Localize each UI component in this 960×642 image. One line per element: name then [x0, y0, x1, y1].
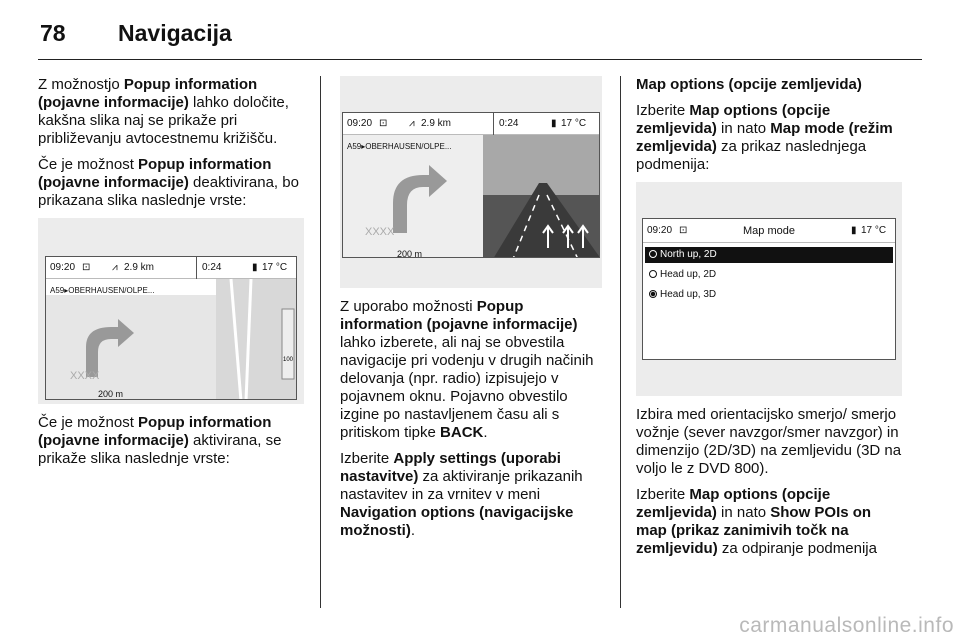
paragraph: Izbira med orientacijsko smerjo/ smerjo vožnje (sever navzgor/smer navzgor) in dimenzijo (2D/3D) na zemljevidu (3D na voljo le z DVD 800). — [636, 406, 902, 477]
watermark: carmanualsonline.info — [739, 614, 954, 637]
section-heading: Map options (opcije zemljevida) — [636, 76, 862, 93]
thermometer-icon: ▮ — [252, 262, 258, 273]
column-2 — [340, 76, 604, 548]
map-mode-screen — [642, 218, 896, 360]
option-head-up-3d[interactable]: Head up, 3D — [645, 287, 893, 303]
road-icon: ⩘ — [409, 118, 415, 129]
clock-icon: ⊡ — [679, 225, 688, 236]
svg-text:XXXX: XXXX — [365, 226, 395, 238]
column-divider — [320, 76, 321, 608]
page-header — [38, 18, 922, 60]
nav-screen-junction — [342, 112, 600, 258]
svg-text:XXXX: XXXX — [70, 370, 100, 382]
page-number: 78 — [40, 20, 66, 46]
street-name: A59▸OBERHAUSEN/OLPE... — [347, 142, 452, 151]
status-bar: 09:20 ⊡ ⩘ 2.9 km 0:24 ▮ 17 °C — [343, 113, 599, 135]
screen-title: Map mode — [743, 225, 795, 237]
status-bar: 09:20 ⊡ Map mode ▮ 17 °C — [643, 219, 895, 243]
street-name: A59▸OBERHAUSEN/OLPE... — [50, 286, 155, 295]
figure-map-mode — [636, 182, 902, 396]
paragraph: Z uporabo možnosti Popup information (pojavne informacije) lahko izberete, ali naj se obvestila navigacije pri vodenju v drugih načinih delovanja (npr. radio) izpisujejo v pojavnem oknu. Pojavno obvestilo izgine po nastavljenem času ali s pritiskom tipke BACK. — [340, 298, 594, 441]
thermometer-icon: ▮ — [851, 225, 857, 236]
turn-distance: 200 m — [98, 389, 124, 399]
column-divider — [620, 76, 621, 608]
paragraph: Z možnostjo Popup information (pojavne informacije) lahko določite, kakšna slika naj se prikaže pri približevanju avtocestnemu križišču. — [38, 76, 289, 147]
radio-icon — [649, 270, 657, 278]
clock-icon: ⊡ — [379, 118, 388, 129]
figure-nav-2d — [38, 218, 304, 404]
paragraph: Če je možnost Popup information (pojavne informacije) aktivirana, se prikaže slika naslednje vrste: — [38, 414, 282, 467]
turn-distance: 200 m — [397, 249, 423, 258]
clock-icon: ⊡ — [82, 262, 91, 273]
option-head-up-2d[interactable]: Head up, 2D — [645, 267, 893, 283]
nav-screen-2d — [45, 256, 297, 400]
paragraph: Izberite Map options (opcije zemljevida) in nato Map mode (režim zemljevida) za prikaz naslednjega podmenija: — [636, 102, 893, 173]
status-bar: 09:20 ⊡ ⩘ 2.9 km 0:24 ▮ 17 °C — [46, 257, 296, 279]
paragraph: Če je možnost Popup information (pojavne informacije) deaktivirana, bo prikazana slika naslednje vrste: — [38, 156, 299, 209]
page-title: Navigacija — [118, 20, 232, 46]
road-icon: ⩘ — [112, 262, 118, 273]
map-view — [46, 257, 297, 400]
svg-text:100: 100 — [283, 357, 294, 363]
radio-filled-icon — [649, 290, 657, 298]
column-1 — [38, 76, 310, 476]
junction-view — [343, 113, 600, 258]
option-north-up-2d[interactable]: North up, 2D — [645, 247, 893, 263]
radio-icon — [649, 250, 657, 258]
column-3 — [636, 76, 904, 566]
thermometer-icon: ▮ — [551, 118, 557, 129]
paragraph: Izberite Map options (opcije zemljevida) in nato Show POIs on map (prikaz zanimivih točk na zemljevidu) za odpiranje podmenija — [636, 486, 877, 557]
figure-nav-junction — [340, 76, 602, 288]
paragraph: Izberite Apply settings (uporabi nastavitve) za aktiviranje prikazanih nastavitev in za vrnitev v meni Navigation options (navigacijske možnosti). — [340, 450, 583, 539]
